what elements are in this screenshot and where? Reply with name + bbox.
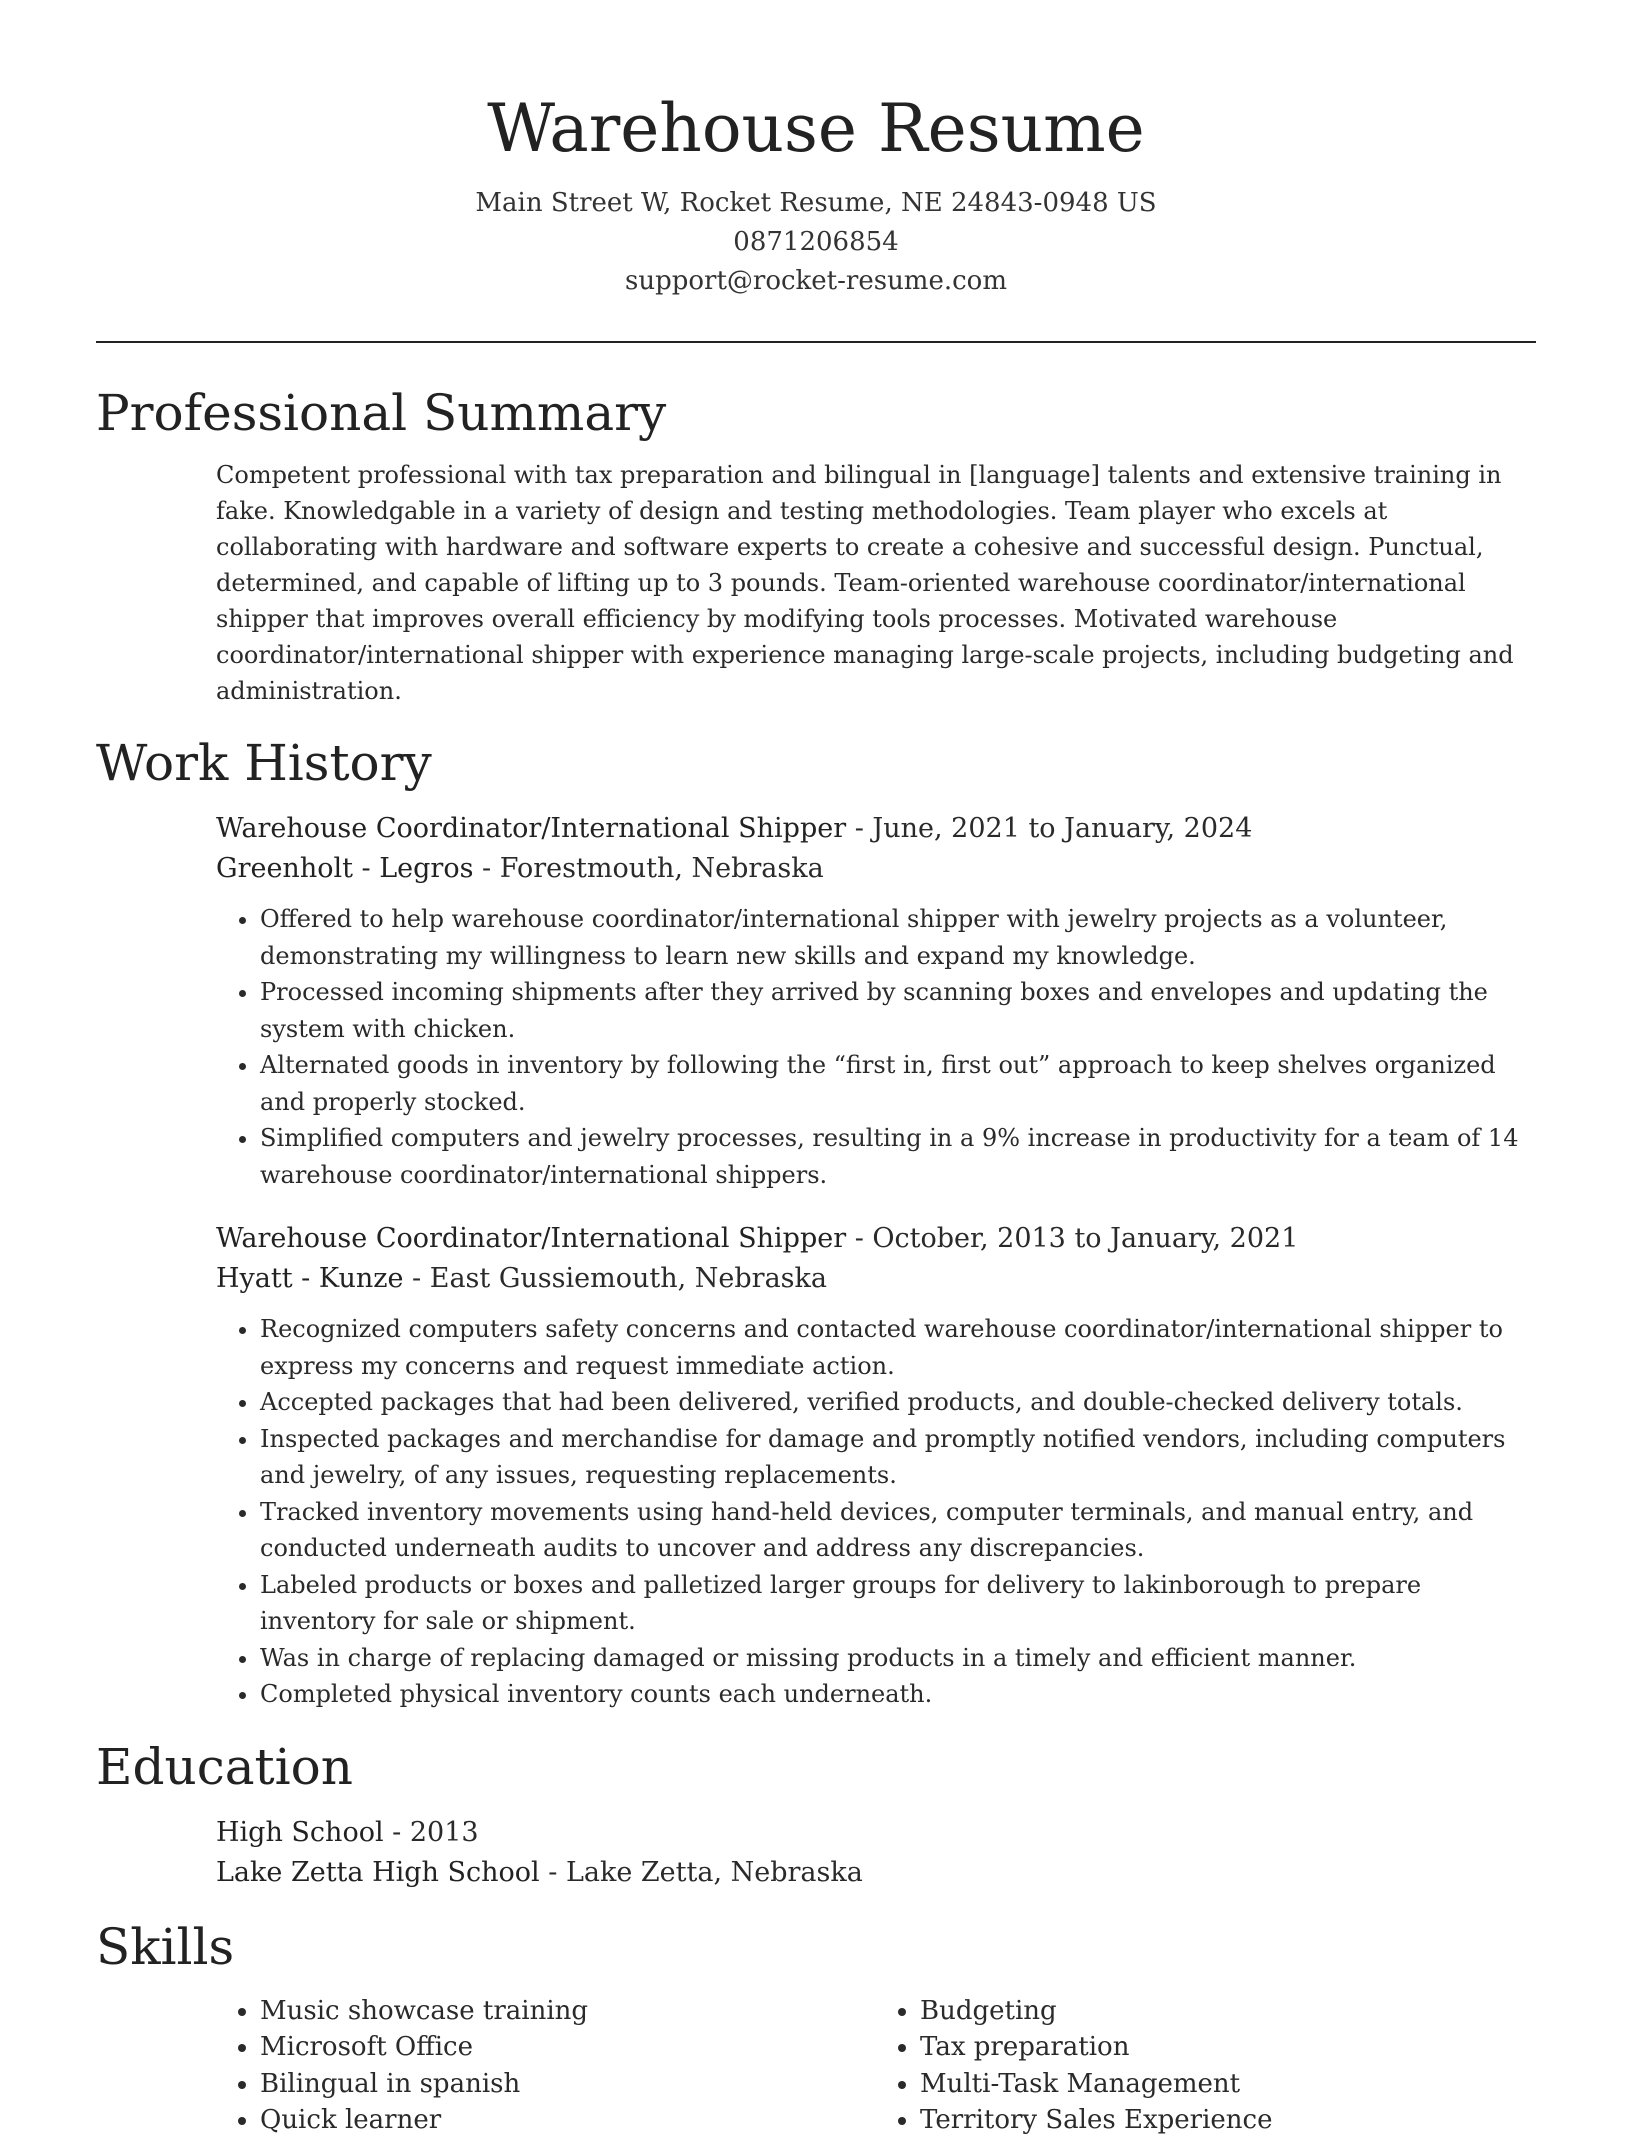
job-role: Warehouse Coordinator/International Shipper xyxy=(216,1223,847,1254)
list-item: • Offered to help warehouse coordinator/international shipper with jewelry projects as a volunteer, demonstrating my willingness to learn new skills and expand my knowledge. xyxy=(260,901,1536,974)
resume-page xyxy=(96,0,1536,2139)
list-item: • Bilingual in spanish xyxy=(260,2066,876,2103)
job-location: - Forestmouth, Nebraska xyxy=(473,853,824,884)
job-title-line xyxy=(216,809,1536,849)
list-item: • Was in charge of replacing damaged or missing products in a timely and efficient manner. xyxy=(260,1640,1536,1677)
education-school-line xyxy=(216,1853,1536,1893)
skills-list-left xyxy=(216,1993,876,2139)
list-item: • Recognized computers safety concerns and contacted warehouse coordinator/international shipper to express my concerns and request immediate action. xyxy=(260,1311,1536,1384)
job-bullets xyxy=(216,901,1536,1193)
job-dates: - June, 2021 to January, 2024 xyxy=(846,813,1253,844)
job-company-line xyxy=(216,849,1536,889)
list-item: • Completed physical inventory counts each underneath. xyxy=(260,1676,1536,1713)
job-entry xyxy=(96,809,1536,1193)
list-item: • Alternated goods in inventory by following the “first in, first out” approach to keep shelves organized and properly stocked. xyxy=(260,1047,1536,1120)
skills-section xyxy=(96,1915,1536,2139)
job-role: Warehouse Coordinator/International Shipper xyxy=(216,813,847,844)
skills-heading: Skills xyxy=(96,1917,235,1976)
list-item: • Quick learner xyxy=(260,2102,876,2139)
list-item: • Territory Sales Experience xyxy=(920,2102,1536,2139)
header-divider xyxy=(96,341,1536,343)
job-entry xyxy=(96,1219,1536,1713)
job-location: - East Gussiemouth, Nebraska xyxy=(403,1263,827,1294)
work-section xyxy=(96,731,1536,1713)
list-item: • Multi-Task Management xyxy=(920,2066,1536,2103)
education-heading: Education xyxy=(96,1737,353,1796)
education-entry xyxy=(96,1813,1536,1893)
job-bullets xyxy=(216,1311,1536,1713)
summary-heading: Professional Summary xyxy=(96,384,667,442)
education-location: - Lake Zetta, Nebraska xyxy=(539,1856,863,1888)
work-heading: Work History xyxy=(96,734,432,792)
education-school: Lake Zetta High School xyxy=(216,1856,540,1888)
summary-section xyxy=(96,381,1536,709)
email: support@rocket-resume.com xyxy=(624,266,1007,296)
education-section xyxy=(96,1735,1536,1893)
list-item: • Inspected packages and merchandise for damage and promptly notified vendors, including computers and jewelry, of any issues, requesting replacements. xyxy=(260,1421,1536,1494)
resume-title: Warehouse Resume xyxy=(487,90,1145,167)
skills-list-right xyxy=(876,1993,1536,2139)
list-item: • Accepted packages that had been delivered, verified products, and double-checked delivery totals. xyxy=(260,1384,1536,1421)
list-item: • Simplified computers and jewelry processes, resulting in a 9% increase in productivity for a team of 14 warehouse coordinator/international shippers. xyxy=(260,1120,1536,1193)
job-company-line xyxy=(216,1259,1536,1299)
education-year: - 2013 xyxy=(383,1816,479,1848)
list-item: • Tax preparation xyxy=(920,2029,1536,2066)
job-title-line xyxy=(216,1219,1536,1259)
job-dates: - October, 2013 to January, 2021 xyxy=(846,1223,1299,1254)
list-item: • Tracked inventory movements using hand-held devices, computer terminals, and manual entry, and conducted underneath audits to uncover and address any discrepancies. xyxy=(260,1494,1536,1567)
resume-header xyxy=(96,0,1536,301)
education-degree: High School xyxy=(216,1816,384,1848)
address: Main Street W, Rocket Resume, NE 24843-0948 US xyxy=(475,188,1157,218)
summary-text: Competent professional with tax preparation and bilingual in [language] talents and extensive training in fake. Knowledgable in a variety of design and testing methodologies. Team player who excels at collaborating with hardware and software experts to create a cohesive and successful design. Punctual, determined, and capable of lifting up to 3 pounds. Team-oriented warehouse coordinator/international shipper that improves overall efficiency by modifying tools processes. Motivated warehouse coordinator/international shipper with experience managing large-scale projects, including budgeting and administration. xyxy=(216,461,1514,705)
job-company: Hyatt - Kunze xyxy=(216,1263,404,1294)
job-company: Greenholt - Legros xyxy=(216,853,474,884)
education-degree-line xyxy=(216,1813,1536,1853)
list-item: • Microsoft Office xyxy=(260,2029,876,2066)
list-item: • Music showcase training xyxy=(260,1993,876,2030)
skills-columns xyxy=(216,1993,1536,2139)
list-item: • Budgeting xyxy=(920,1993,1536,2030)
list-item: • Processed incoming shipments after they arrived by scanning boxes and envelopes and updating the system with chicken. xyxy=(260,974,1536,1047)
phone: 0871206854 xyxy=(733,227,899,257)
list-item: • Labeled products or boxes and palletized larger groups for delivery to lakinborough to prepare inventory for sale or shipment. xyxy=(260,1567,1536,1640)
